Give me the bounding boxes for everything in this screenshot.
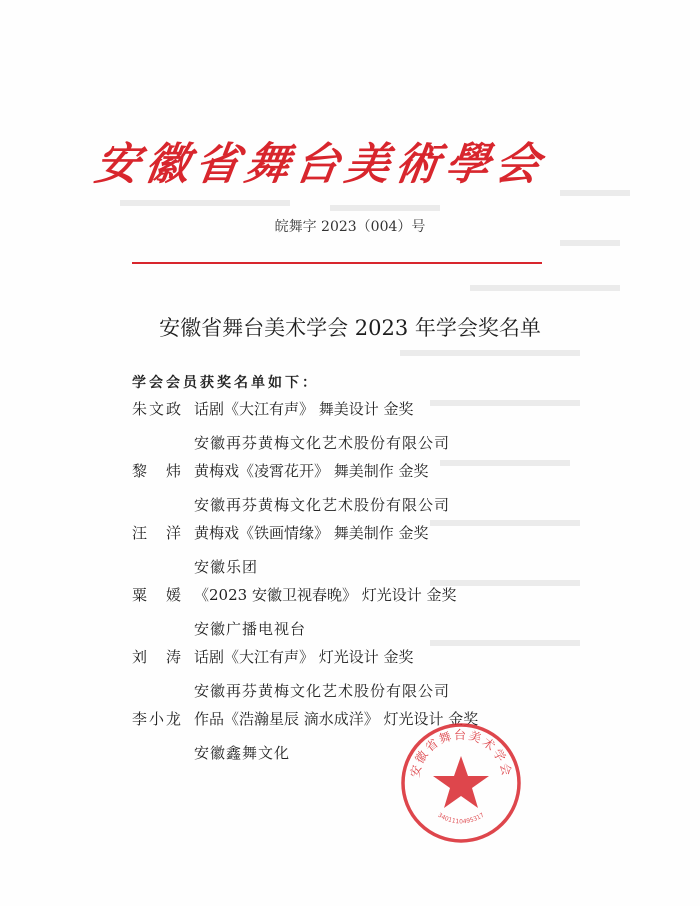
award-list — [132, 398, 562, 770]
award-entry — [132, 460, 562, 522]
intro-text: 学会会员获奖名单如下： — [132, 375, 319, 391]
official-seal — [398, 720, 524, 846]
award-entry — [132, 398, 562, 460]
letterhead-divider — [132, 262, 542, 264]
awardee-name: 黎 炜 — [132, 462, 184, 480]
award-work: 《2023 安徽卫视春晚》 灯光设计 金奖 — [194, 586, 457, 604]
awardee-name: 刘 涛 — [132, 648, 184, 666]
seal-number: 3401110495317 — [436, 811, 486, 826]
award-entry — [132, 522, 562, 584]
award-organization: 安徽再芬黄梅文化艺术股份有限公司 — [194, 496, 451, 514]
award-entry — [132, 584, 562, 646]
awardee-name: 粟 媛 — [132, 586, 184, 604]
award-organization: 安徽广播电视台 — [194, 620, 307, 638]
seal-ring-text: 安徽省舞台美术学会 — [407, 727, 515, 779]
awardee-name: 李小龙 — [132, 710, 184, 728]
award-work: 黄梅戏《铁画情缘》 舞美制作 金奖 — [194, 524, 429, 542]
award-work: 黄梅戏《凌霄花开》 舞美制作 金奖 — [194, 462, 429, 480]
award-work: 作品《浩瀚星辰 滴水成洋》 灯光设计 金奖 — [194, 710, 479, 728]
award-work: 话剧《大江有声》 灯光设计 金奖 — [194, 648, 414, 666]
svg-text:3401110495317 — [436, 812, 485, 826]
award-organization: 安徽再芬黄梅文化艺术股份有限公司 — [194, 682, 451, 700]
document-title: 安徽省舞台美术学会 2023 年学会奖名单 — [159, 316, 541, 340]
award-work: 话剧《大江有声》 舞美设计 金奖 — [194, 400, 414, 418]
award-entry — [132, 646, 562, 708]
award-organization: 安徽再芬黄梅文化艺术股份有限公司 — [194, 434, 451, 452]
award-organization: 安徽鑫舞文化 — [194, 744, 291, 762]
award-organization: 安徽乐团 — [194, 558, 259, 576]
org-letterhead-title: 安徽省舞台美術學会 — [91, 139, 549, 190]
star-icon — [433, 756, 489, 808]
awardee-name: 朱文政 — [132, 400, 184, 418]
awardee-name: 汪 洋 — [132, 524, 184, 542]
document-number: 皖舞字 2023（004）号 — [274, 219, 426, 235]
